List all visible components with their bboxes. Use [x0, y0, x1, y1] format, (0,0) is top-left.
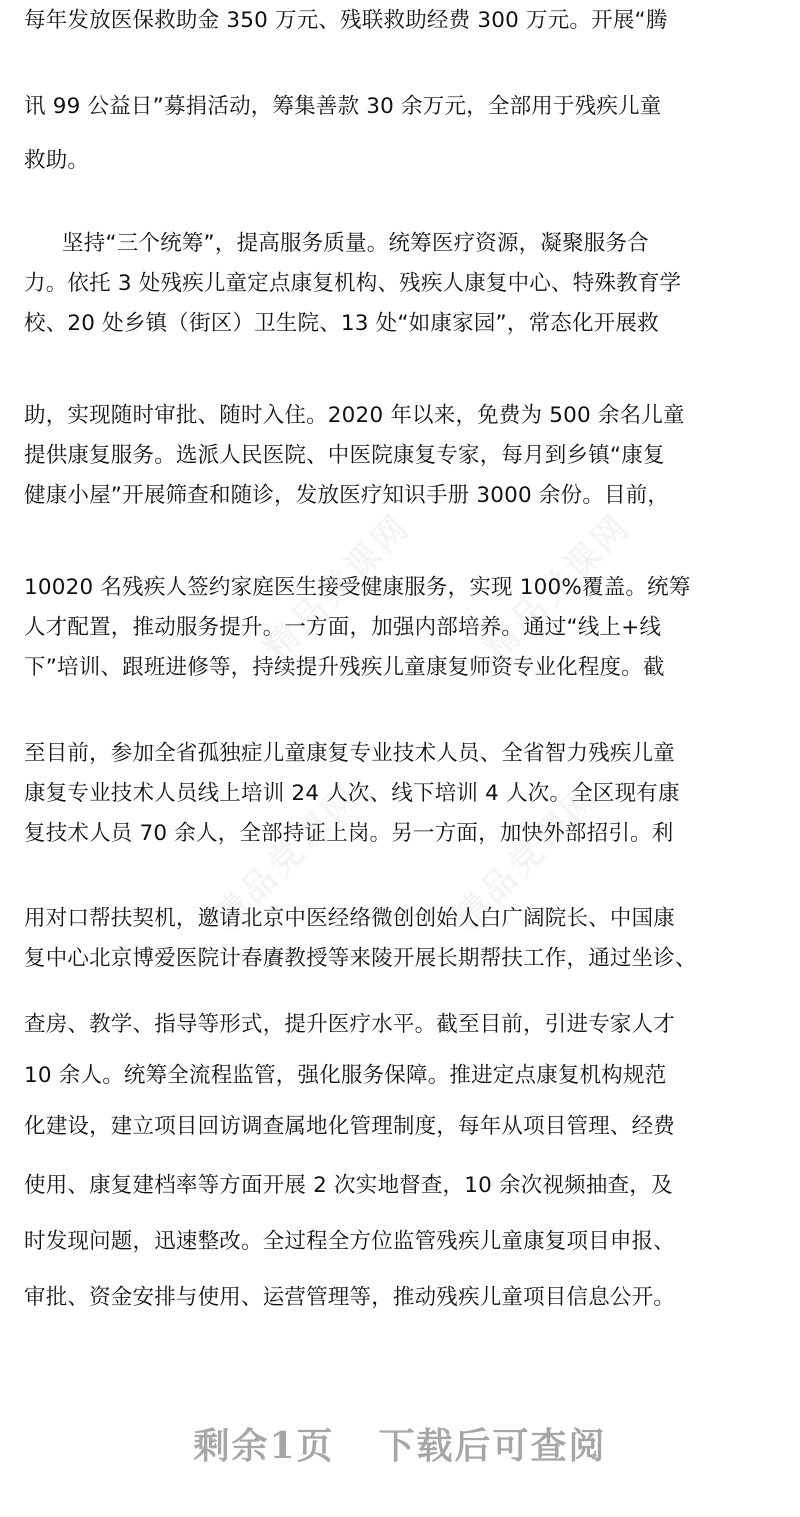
text-line: 时发现问题，迅速整改。全过程全方位监管残疾儿童康复项目申报、 [24, 1229, 676, 1254]
text-line: 康复专业技术人员线上培训 24 人次、线下培训 4 人次。全区现有康 [24, 781, 680, 806]
text-line: 化建设，建立项目回访调查属地化管理制度，每年从项目管理、经费 [24, 1114, 676, 1139]
text-line: 查房、教学、指导等形式，提升医疗水平。截至目前，引进专家人才 [24, 1012, 676, 1037]
text-line: 10020 名残疾人签约家庭医生接受健康服务，实现 100%覆盖。统筹 [24, 575, 691, 600]
text-line: 复技术人员 70 余人，全部持证上岗。另一方面，加快外部招引。利 [24, 821, 674, 846]
download-hint-label: 下载后可查阅 [378, 1425, 607, 1467]
text-line: 用对口帮扶契机，邀请北京中医经络微创创始人白广阔院长、中国康 [24, 906, 676, 931]
text-line: 使用、康复建档率等方面开展 2 次实地督查，10 余次视频抽查，及 [24, 1173, 673, 1198]
text-line: 每年发放医保救助金 350 万元、残联救助经费 300 万元。开展“腾 [24, 8, 668, 33]
text-line: 校、20 处乡镇（街区）卫生院、13 处“如康家园”，常态化开展救 [24, 311, 659, 336]
text-line: 至目前，参加全省孤独症儿童康复专业技术人员、全省智力残疾儿童 [24, 741, 676, 766]
text-line: 健康小屋”开展筛查和随诊，发放医疗知识手册 3000 余份。目前， [24, 483, 670, 508]
text-line: 审批、资金安排与使用、运营管理等，推动残疾儿童项目信息公开。 [24, 1285, 676, 1310]
text-line: 下”培训、跟班进修等，持续提升残疾儿童康复师资专业化程度。截 [24, 655, 665, 680]
text-line: 10 余人。统筹全流程监管，强化服务保障。推进定点康复机构规范 [24, 1063, 667, 1088]
download-prompt[interactable] [0, 1418, 800, 1469]
remaining-pages-label: 剩余1页 [193, 1425, 335, 1467]
text-line: 讯 99 公益日”募捐活动，筹集善款 30 余万元，全部用于残疾儿童 [24, 94, 662, 119]
text-line: 力。依托 3 处残疾儿童定点康复机构、残疾人康复中心、特殊教育学 [24, 271, 682, 296]
text-line: 救助。 [24, 148, 90, 173]
text-line: 人才配置，推动服务提升。一方面，加强内部培养。通过“线上+线 [24, 615, 662, 640]
text-line: 提供康复服务。选派人民医院、中医院康复专家，每月到乡镇“康复 [24, 443, 665, 468]
text-line: 坚持“三个统筹”，提高服务质量。统筹医疗资源，凝聚服务合 [62, 231, 649, 256]
text-line: 助，实现随时审批、随时入住。2020 年以来，免费为 500 余名儿童 [24, 403, 685, 428]
text-line: 复中心北京博爱医院计春賡教授等来陵开展长期帮扶工作，通过坐诊、 [24, 946, 697, 971]
